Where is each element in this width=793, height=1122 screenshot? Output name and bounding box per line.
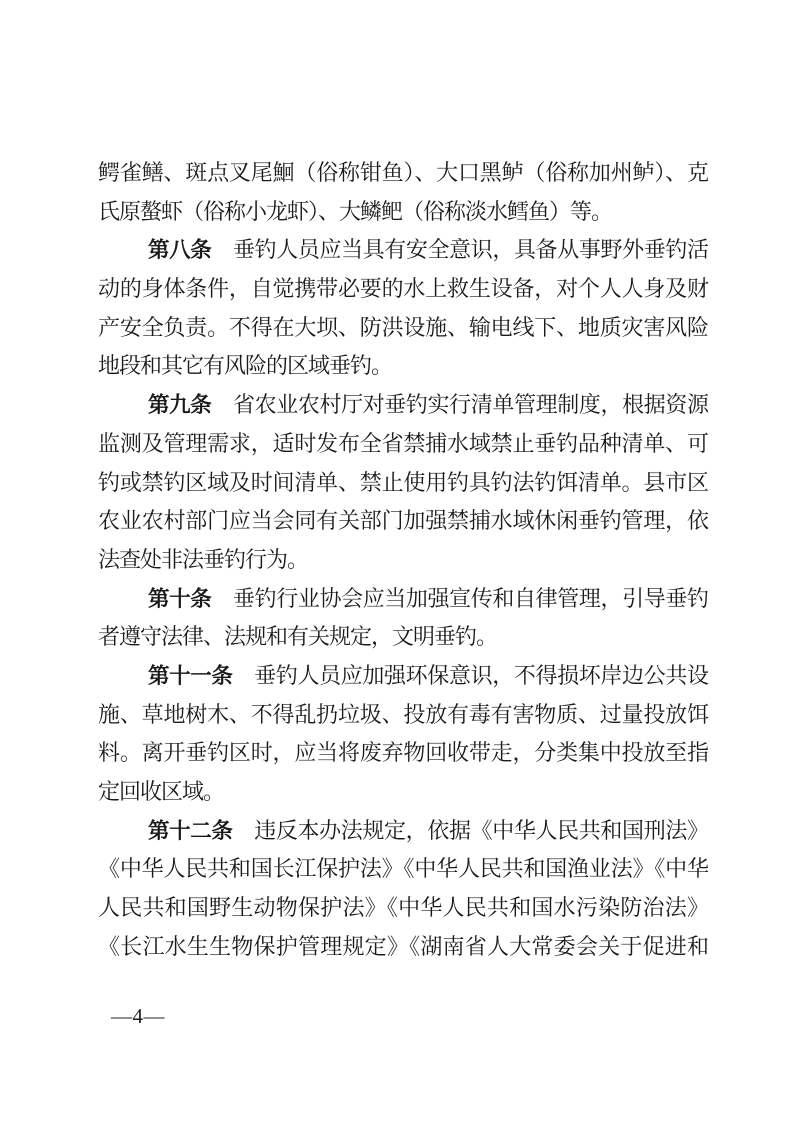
document-body [98, 154, 708, 966]
text-line [98, 812, 708, 851]
article-number-heading: 第八条 [148, 238, 212, 263]
text-line [98, 309, 708, 348]
text-line [98, 347, 708, 386]
text-line [98, 773, 708, 812]
text-line [98, 425, 708, 464]
line-text: 农业农村部门应当会同有关部门加强禁捕水域休闲垂钓管理，依 [98, 508, 708, 534]
line-text: 施、草地树木、不得乱扔垃圾、投放有毒有害物质、过量投放饵 [98, 701, 708, 727]
text-line [98, 657, 708, 696]
line-text: 料。离开垂钓区时，应当将废弃物回收带走，分类集中投放至指 [98, 740, 708, 766]
article-number-heading: 第十二条 [148, 818, 233, 843]
text-line [98, 502, 708, 541]
line-text: 监测及管理需求，适时发布全省禁捕水域禁止垂钓品种清单、可 [98, 430, 708, 456]
text-line [98, 541, 708, 580]
line-text: 动的身体条件，自觉携带必要的水上救生设备，对个人人身及财 [98, 276, 708, 302]
line-text: 垂钓行业协会应当加强宣传和自律管理，引导垂钓 [211, 585, 708, 611]
line-text: 地段和其它有风险的区域垂钓。 [98, 353, 393, 379]
text-line [98, 928, 708, 967]
line-text: 人民共和国野生动物保护法》《中华人民共和国水污染防治法》 [98, 895, 708, 921]
line-text: 违反本办法规定，依据《中华人民共和国刑法》 [232, 817, 708, 843]
text-line [98, 231, 708, 270]
line-text: 《长江水生生物保护管理规定》《湖南省人大常委会关于促进和 [98, 933, 708, 959]
article-number-heading: 第十条 [148, 586, 212, 611]
text-line [98, 696, 708, 735]
text-line [98, 618, 708, 657]
line-text: 垂钓人员应加强环保意识，不得损坏岸边公共设 [232, 662, 708, 688]
line-text: 鳄雀鳝、斑点叉尾鮰（俗称钳鱼）、大口黑鲈（俗称加州鲈）、克 [98, 160, 708, 185]
text-line [98, 193, 708, 232]
text-line [98, 270, 708, 309]
line-text: 定回收区域。 [98, 779, 225, 804]
page-number: —4— [111, 1004, 165, 1028]
line-text: 产安全负责。不得在大坝、防洪设施、输电线下、地质灾害风险 [98, 314, 708, 340]
line-text: 氏原螯虾（俗称小龙虾）、大鳞鲃（俗称淡水鳕鱼）等。 [98, 198, 613, 224]
article-number-heading: 第九条 [148, 393, 212, 418]
text-line [98, 850, 708, 889]
article-number-heading: 第十一条 [148, 663, 233, 688]
text-line [98, 580, 708, 619]
line-text: 《中华人民共和国长江保护法》《中华人民共和国渔业法》《中华 [98, 856, 708, 882]
text-line [98, 154, 708, 193]
text-line [98, 386, 708, 425]
line-text: 垂钓人员应当具有安全意识，具备从事野外垂钓活 [211, 237, 708, 263]
line-text: 法查处非法垂钓行为。 [98, 546, 309, 572]
text-line [98, 464, 708, 503]
line-text: 钓或禁钓区域及时间清单、禁止使用钓具钓法钓饵清单。县市区 [98, 469, 708, 495]
text-line [98, 889, 708, 928]
line-text: 者遵守法律、法规和有关规定，文明垂钓。 [98, 624, 498, 650]
text-line [98, 734, 708, 773]
line-text: 省农业农村厅对垂钓实行清单管理制度，根据资源 [211, 392, 708, 418]
